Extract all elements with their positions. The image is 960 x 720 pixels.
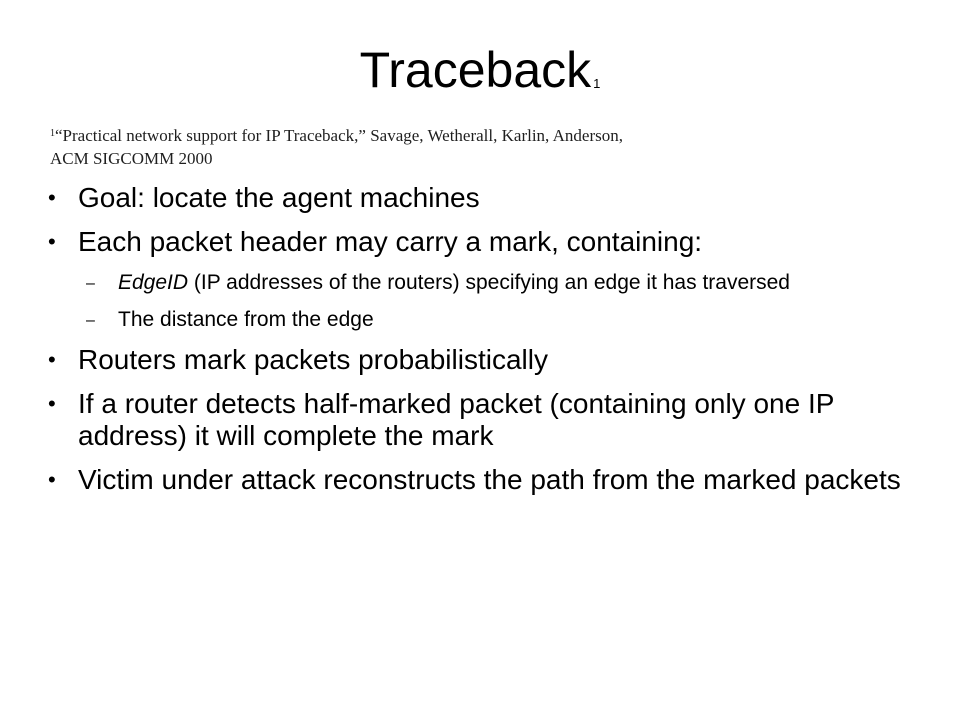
sub-bullet-glyph: – <box>86 312 95 329</box>
bullet-item <box>48 388 928 452</box>
bullet-item <box>48 464 928 496</box>
title-text: Traceback <box>359 42 592 98</box>
sub-bullet-glyph: – <box>86 275 95 292</box>
citation-footnote <box>50 124 810 170</box>
bullet-glyph: • <box>48 391 56 416</box>
footnote-citation-text: “Practical network support for IP Traceback,” Savage, Wetherall, Karlin, Anderson, <box>55 126 623 145</box>
bullet-glyph: • <box>48 467 56 492</box>
bullet-item <box>48 182 928 214</box>
edgeid-term: EdgeID <box>118 271 189 294</box>
title-footnote-marker: 1 <box>593 76 601 91</box>
sub-bullet-item <box>48 270 928 295</box>
bullet-text: Each packet header may carry a mark, containing: <box>78 226 703 257</box>
bullet-text: Goal: locate the agent machines <box>78 182 480 213</box>
bullet-glyph: • <box>48 185 56 210</box>
sub-bullet-item <box>48 307 928 332</box>
bullet-item <box>48 226 928 258</box>
bullet-text: Routers mark packets probabilistically <box>78 344 548 375</box>
footnote-line-2: ACM SIGCOMM 2000 <box>50 149 213 168</box>
sub-bullet-text: The distance from the edge <box>118 308 374 331</box>
bullet-item <box>48 344 928 376</box>
footnote-marker: 1 <box>50 128 55 139</box>
bullet-text: Victim under attack reconstructs the path from the marked packets <box>78 464 901 495</box>
bullet-glyph: • <box>48 347 56 372</box>
bullet-glyph: • <box>48 229 56 254</box>
slide-title <box>0 40 960 100</box>
footnote-line-1 <box>50 124 810 147</box>
sub-bullet-text: (IP addresses of the routers) specifying an edge it has traversed <box>188 271 790 294</box>
bullet-list <box>48 182 928 508</box>
bullet-text: If a router detects half-marked packet (containing only one IP address) it will complete the mark <box>78 388 834 451</box>
